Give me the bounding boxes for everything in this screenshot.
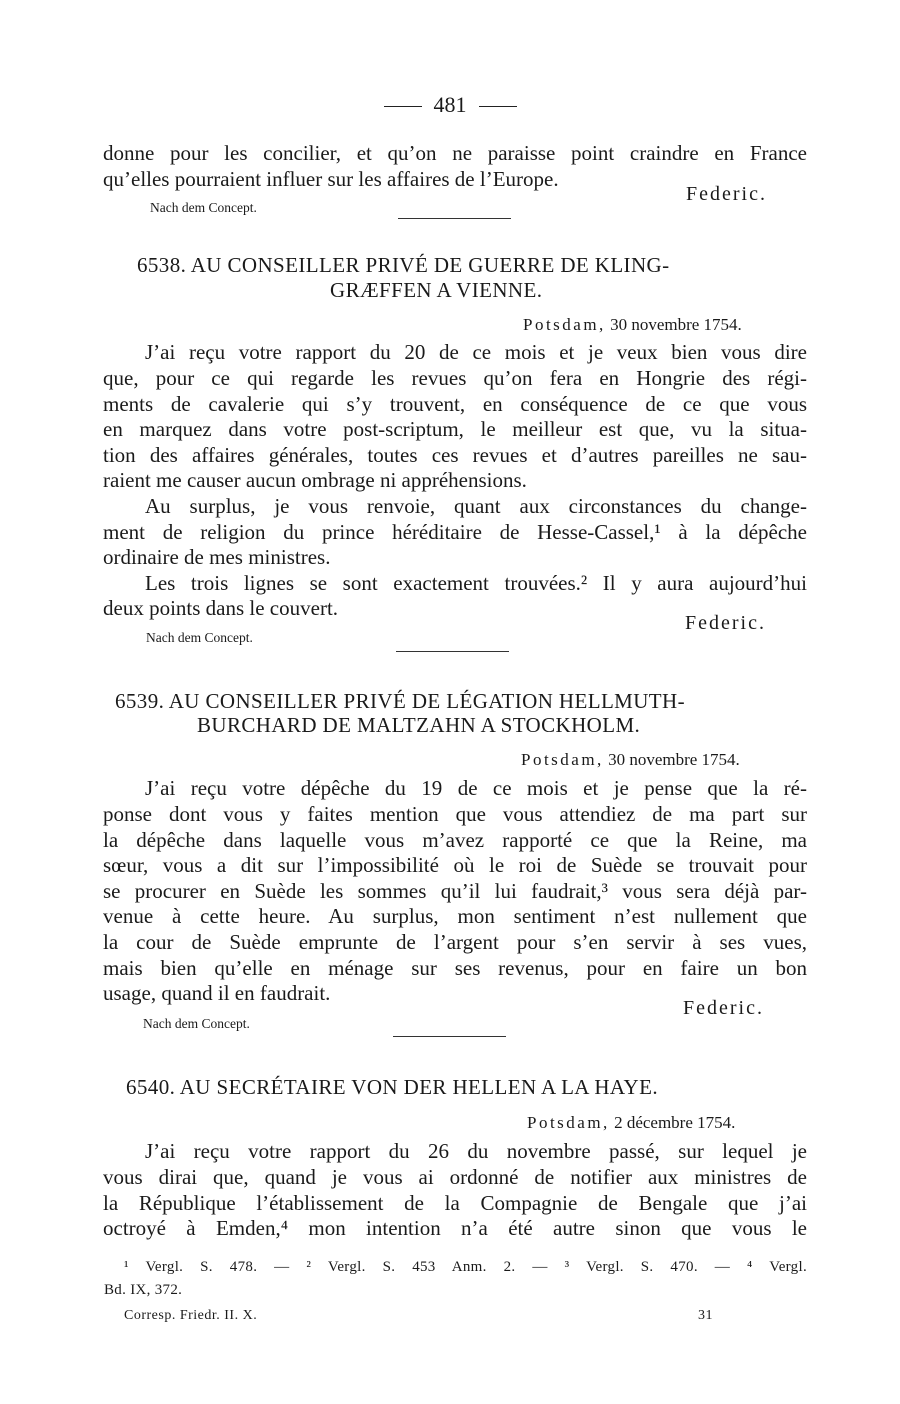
body-line: Au surplus, je vous renvoie, quant aux circonstances du change- xyxy=(145,494,807,518)
dash-right xyxy=(479,106,517,107)
footnote-line: ¹ Vergl. S. 478. — ² Vergl. S. 453 Anm. 2. — ³ Vergl. S. 470. — ⁴ Vergl. xyxy=(124,1259,807,1275)
dateline-place: Potsdam, xyxy=(523,315,606,334)
dateline xyxy=(527,1113,735,1133)
body-line: donne pour les concilier, et qu’on ne paraisse point craindre en France xyxy=(103,141,807,165)
dateline-date: 30 novembre 1754. xyxy=(608,750,740,769)
body-line: octroyé à Emden,⁴ mon intention n’a été autre sinon que vous le xyxy=(103,1216,807,1240)
body-line: Les trois lignes se sont exactement trouvées.² Il y aura aujourd’hui xyxy=(145,571,807,595)
body-line: la dépêche dans laquelle vous m’avez rapporté ce que la Reine, ma xyxy=(103,828,807,852)
dash-left xyxy=(384,106,422,107)
source-note: Nach dem Concept. xyxy=(146,630,253,645)
body-line: la cour de Suède emprunte de l’argent pour s’en servir à ses vues, xyxy=(103,930,807,954)
letter-heading-cont: GRÆFFEN A VIENNE. xyxy=(330,278,543,302)
letter-heading: 6540. AU SECRÉTAIRE VON DER HELLEN A LA HAYE. xyxy=(126,1075,658,1099)
section-divider xyxy=(398,218,511,219)
body-line: en marquez dans votre post-scriptum, le meilleur est que, vu la situa- xyxy=(103,417,807,441)
body-line: raient me causer aucun ombrage ni appréhensions. xyxy=(103,468,527,492)
body-line: vous dirai que, quand je vous ai ordonné de notifier aux ministres de xyxy=(103,1165,807,1189)
body-line: sœur, vous a dit sur l’impossibilité où le roi de Suède se trouvait pour xyxy=(103,853,807,877)
body-line: ponse dont vous y faites mention que vous attendiez de ma part sur xyxy=(103,802,807,826)
section-divider xyxy=(393,1036,506,1037)
signature: Federic. xyxy=(686,183,767,205)
body-line: J’ai reçu votre dépêche du 19 de ce mois et je pense que la ré- xyxy=(145,776,807,800)
source-note: Nach dem Concept. xyxy=(143,1016,250,1031)
body-line: mais bien qu’elle en ménage sur ses revenus, pour en faire un bon xyxy=(103,956,807,980)
body-line: ments de cavalerie qui s’y trouvent, en conséquence de ce que vous xyxy=(103,392,807,416)
letter-heading: 6539. AU CONSEILLER PRIVÉ DE LÉGATION HELLMUTH- xyxy=(115,689,685,713)
footer-signature-mark: Corresp. Friedr. II. X. xyxy=(124,1308,258,1323)
footer-sheet-number: 31 xyxy=(698,1308,713,1323)
letter-heading: 6538. AU CONSEILLER PRIVÉ DE GUERRE DE KLING- xyxy=(137,253,670,277)
dateline-place: Potsdam, xyxy=(527,1113,610,1132)
body-line: deux points dans le couvert. xyxy=(103,596,339,620)
body-line: J’ai reçu votre rapport du 26 du novembre passé, sur lequel je xyxy=(145,1139,807,1163)
signature: Federic. xyxy=(683,997,764,1019)
dateline xyxy=(523,315,742,335)
body-line: qu’elles pourraient influer sur les affaires de l’Europe. xyxy=(103,167,559,191)
section-divider xyxy=(396,651,509,652)
dateline-place: Potsdam, xyxy=(521,750,604,769)
dateline-date: 30 novembre 1754. xyxy=(610,315,742,334)
letter-heading-cont: BURCHARD DE MALTZAHN A STOCKHOLM. xyxy=(197,713,641,737)
page-number: 481 xyxy=(433,92,467,117)
body-line: J’ai reçu votre rapport du 20 de ce mois et je veux bien vous dire xyxy=(145,340,807,364)
body-line: tion des affaires générales, toutes ces revues et d’autres pareilles ne sau- xyxy=(103,443,807,467)
footnote-line: Bd. IX, 372. xyxy=(104,1282,183,1298)
body-line: ment de religion du prince héréditaire de Hesse-Cassel,¹ à la dépêche xyxy=(103,520,807,544)
dateline xyxy=(521,750,740,770)
signature: Federic. xyxy=(685,612,766,634)
body-line: la République l’établissement de la Compagnie de Bengale que j’ai xyxy=(103,1191,807,1215)
page-number-header xyxy=(0,92,900,118)
body-line: ordinaire de mes ministres. xyxy=(103,545,331,569)
body-line: usage, quand il en faudrait. xyxy=(103,981,331,1005)
body-line: que, pour ce qui regarde les revues qu’on fera en Hongrie des régi- xyxy=(103,366,807,390)
dateline-date: 2 décembre 1754. xyxy=(614,1113,736,1132)
body-line: se procurer en Suède les sommes qu’il lui faudrait,³ vous sera déjà par- xyxy=(103,879,807,903)
body-line: venue à cette heure. Au surplus, mon sentiment n’est nullement que xyxy=(103,904,807,928)
source-note: Nach dem Concept. xyxy=(150,200,257,215)
